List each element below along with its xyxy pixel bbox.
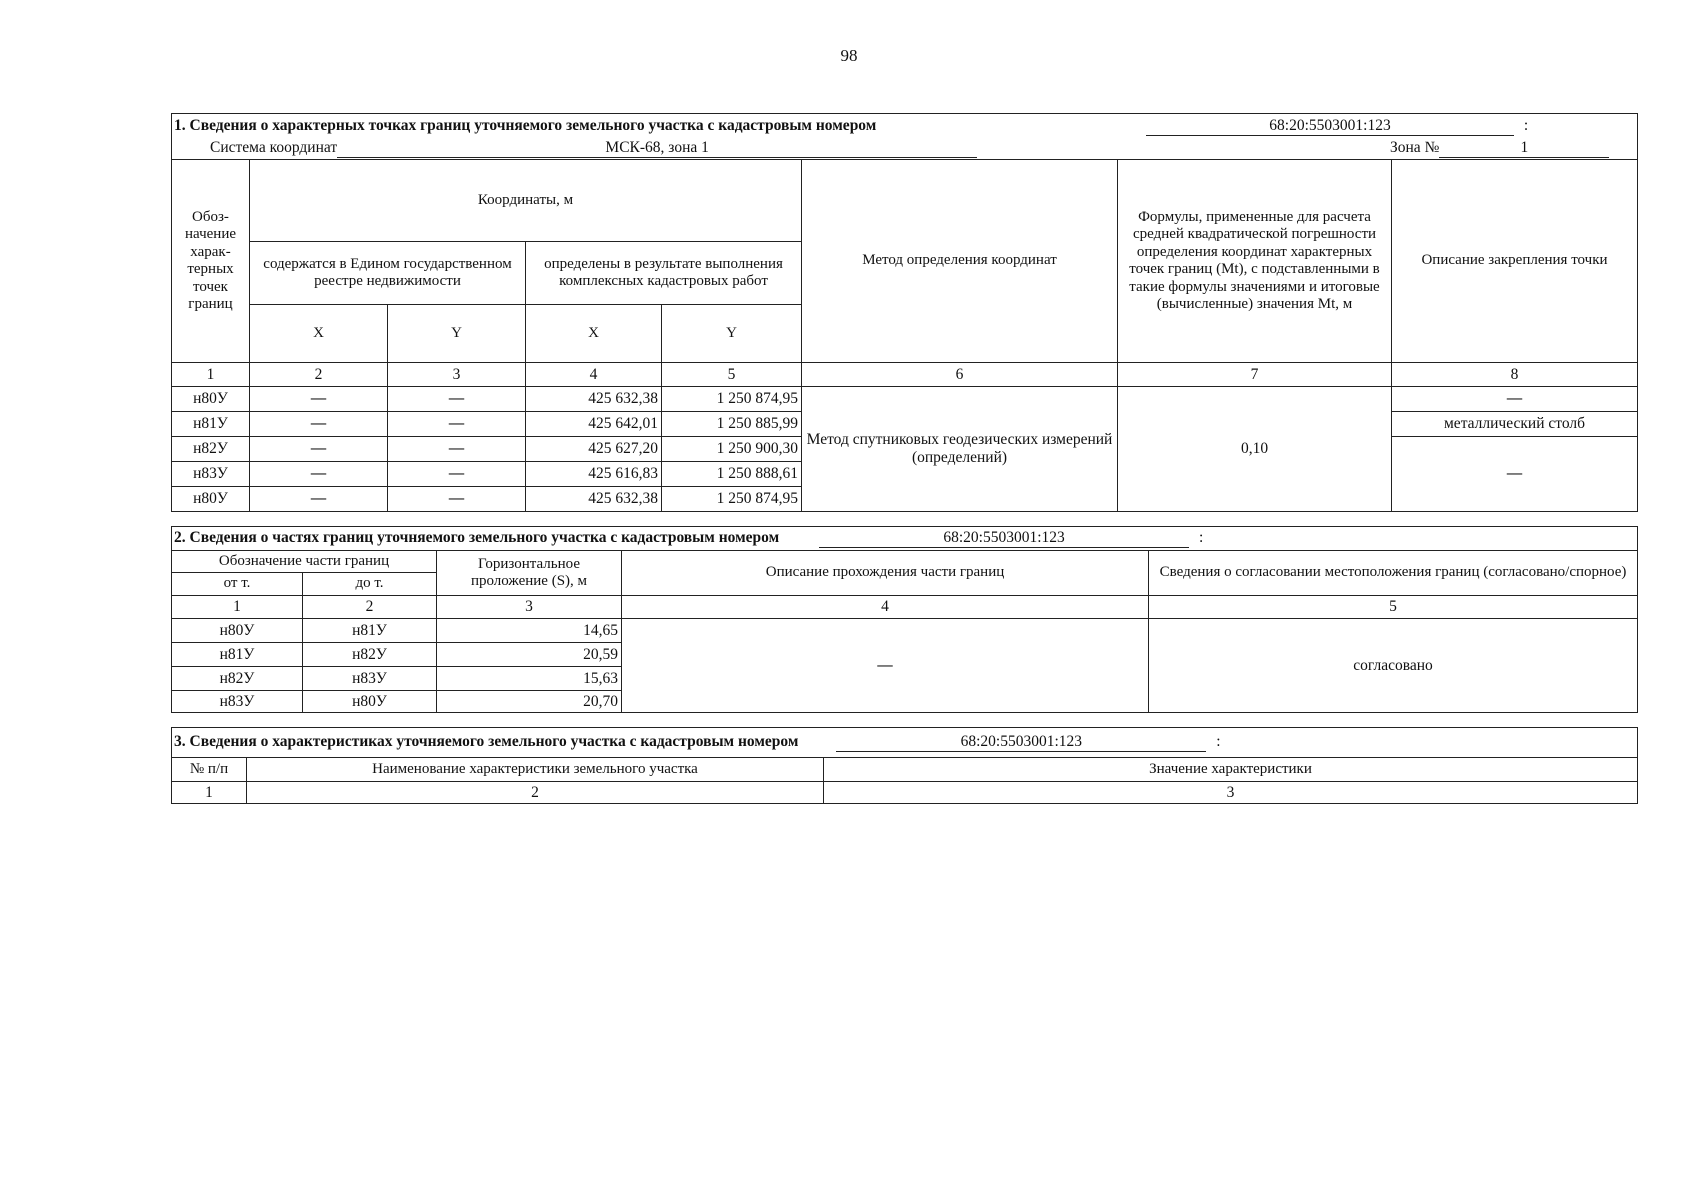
section1-table <box>171 113 1638 512</box>
col-number: 8 <box>1392 363 1638 387</box>
part-length: 15,63 <box>437 667 622 691</box>
y-works: 1 250 888,61 <box>662 462 802 487</box>
section2-colon: : <box>1198 529 1204 546</box>
header-num: № п/п <box>172 758 247 782</box>
header-method: Метод определения координат <box>802 160 1118 363</box>
y-egrn: — <box>388 437 526 462</box>
x-works: 425 632,38 <box>526 387 662 412</box>
section2-table <box>171 526 1638 713</box>
header-x1: X <box>250 305 388 363</box>
section3-colon: : <box>1216 733 1221 750</box>
section3-cadastral-number: 68:20:5503001:123 <box>836 733 1206 752</box>
part-from: н82У <box>172 667 303 691</box>
table-row <box>172 619 1638 643</box>
col-number: 3 <box>388 363 526 387</box>
part-from: н81У <box>172 643 303 667</box>
coord-system-label: Система координат <box>210 138 338 156</box>
x-works: 425 632,38 <box>526 487 662 512</box>
table-row <box>172 387 1638 412</box>
header-from: от т. <box>172 573 303 596</box>
part-to: н82У <box>303 643 437 667</box>
y-works: 1 250 874,95 <box>662 487 802 512</box>
x-works: 425 616,83 <box>526 462 662 487</box>
part-length: 14,65 <box>437 619 622 643</box>
part-to: н81У <box>303 619 437 643</box>
y-egrn: — <box>388 387 526 412</box>
col-number: 7 <box>1118 363 1392 387</box>
zone-value: 1 <box>1439 139 1609 158</box>
fixing-value: металлический столб <box>1392 412 1638 437</box>
section3-header <box>172 728 1638 758</box>
header-characteristic-value: Значение характеристики <box>824 758 1638 782</box>
description-value: — <box>622 619 1149 713</box>
y-egrn: — <box>388 487 526 512</box>
header-formula: Формулы, примененные для расчета средней квадратической погрешности определения координат характерных точек границ (Mt), с подставленными в такие формулы значениями и итоговые (вычисленные) значения Mt, м <box>1118 160 1392 363</box>
header-horizontal: Горизонтальное проложение (S), м <box>437 551 622 596</box>
header-description: Описание прохождения части границ <box>622 551 1149 596</box>
page-number: 98 <box>840 46 858 65</box>
section3-title: 3. Сведения о характеристиках уточняемого земельного участка с кадастровым номером <box>174 733 799 750</box>
header-fixing: Описание закрепления точки <box>1392 160 1638 363</box>
y-works: 1 250 874,95 <box>662 387 802 412</box>
x-egrn: — <box>250 462 388 487</box>
header-part: Обозначение части границ <box>172 551 437 573</box>
coord-system-value: МСК-68, зона 1 <box>337 139 977 158</box>
section2-title: 2. Сведения о частях границ уточняемого земельного участка с кадастровым номером <box>174 529 780 546</box>
col-number: 5 <box>662 363 802 387</box>
y-works: 1 250 900,30 <box>662 437 802 462</box>
col-number: 1 <box>172 363 250 387</box>
x-works: 425 642,01 <box>526 412 662 437</box>
header-y2: Y <box>662 305 802 363</box>
header-egrn: содержатся в Едином государственном реестре недвижимости <box>250 242 526 305</box>
x-works: 425 627,20 <box>526 437 662 462</box>
point-name: н83У <box>172 462 250 487</box>
part-to: н83У <box>303 667 437 691</box>
header-x2: X <box>526 305 662 363</box>
y-works: 1 250 885,99 <box>662 412 802 437</box>
point-name: н81У <box>172 412 250 437</box>
col-number: 4 <box>526 363 662 387</box>
x-egrn: — <box>250 412 388 437</box>
col-number: 2 <box>247 782 824 804</box>
section1-header <box>172 114 1638 160</box>
x-egrn: — <box>250 387 388 412</box>
header-designation: Обоз-начение харак-терных точек границ <box>172 160 250 363</box>
header-y1: Y <box>388 305 526 363</box>
fixing-value: — <box>1392 387 1638 412</box>
method-value: Метод спутниковых геодезических измерений (определений) <box>802 387 1118 512</box>
zone-label: Зона № <box>1390 138 1440 156</box>
point-name: н82У <box>172 437 250 462</box>
part-length: 20,59 <box>437 643 622 667</box>
y-egrn: — <box>388 412 526 437</box>
x-egrn: — <box>250 437 388 462</box>
point-name: н80У <box>172 387 250 412</box>
part-from: н80У <box>172 619 303 643</box>
col-number: 3 <box>437 596 622 619</box>
section1-cadastral-number: 68:20:5503001:123 <box>1146 117 1514 136</box>
x-egrn: — <box>250 487 388 512</box>
col-number: 1 <box>172 596 303 619</box>
section1-title: 1. Сведения о характерных точках границ уточняемого земельного участка с кадастровым номером <box>174 116 877 134</box>
col-number: 1 <box>172 782 247 804</box>
col-number: 5 <box>1149 596 1638 619</box>
section1-colon: : <box>1523 116 1529 134</box>
col-number: 2 <box>303 596 437 619</box>
part-from: н83У <box>172 691 303 713</box>
section2-cadastral-number: 68:20:5503001:123 <box>819 529 1189 548</box>
section2-header <box>172 527 1638 551</box>
y-egrn: — <box>388 462 526 487</box>
col-number: 2 <box>250 363 388 387</box>
col-number: 4 <box>622 596 1149 619</box>
header-to: до т. <box>303 573 437 596</box>
header-agreement: Сведения о согласовании местоположения границ (согласовано/спорное) <box>1149 551 1638 596</box>
part-length: 20,70 <box>437 691 622 713</box>
col-number: 3 <box>824 782 1638 804</box>
header-coords: Координаты, м <box>250 160 802 242</box>
section3-table <box>171 727 1638 804</box>
part-to: н80У <box>303 691 437 713</box>
agreement-value: согласовано <box>1149 619 1638 713</box>
point-name: н80У <box>172 487 250 512</box>
header-characteristic-name: Наименование характеристики земельного участка <box>247 758 824 782</box>
mt-value: 0,10 <box>1118 387 1392 512</box>
header-works: определены в результате выполнения комплексных кадастровых работ <box>526 242 802 305</box>
col-number: 6 <box>802 363 1118 387</box>
fixing-value: — <box>1392 437 1638 512</box>
